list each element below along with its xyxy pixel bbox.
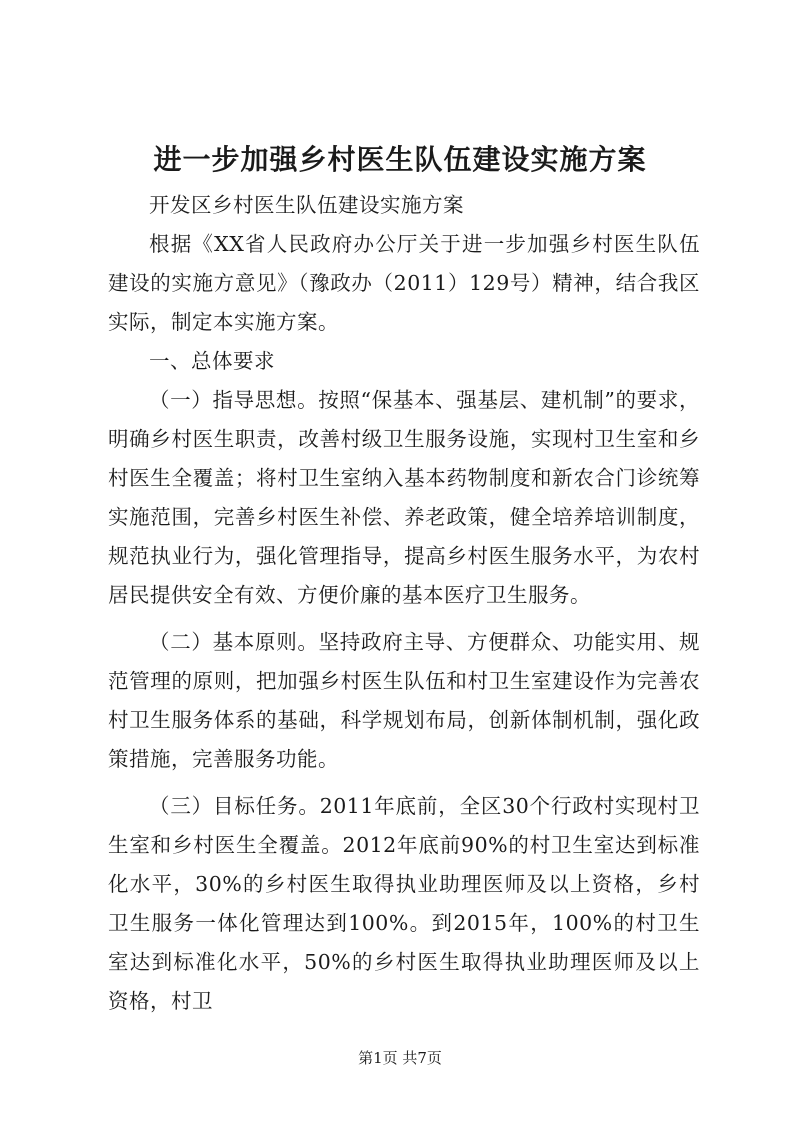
subtitle-paragraph: 开发区乡村医生队伍建设实施方案 <box>149 193 464 217</box>
targets-paragraph: （三）目标任务。2011年底前，全区30个行政村实现村卫生室和乡村医生全覆盖。2012年底前90%的村卫生室达到标准化水平，30%的乡村医生取得执业助理医师及以上资格，乡村卫生服务一体化管理达到100%。到2015年，100%的村卫生室达到标准化水平，50%的乡村医生取得执业助理医师及以上资格，村卫 <box>108 794 700 1013</box>
section-heading: 一、总体要求 <box>149 349 275 373</box>
document-body <box>108 186 700 1021</box>
basic-principles-paragraph: （二）基本原则。坚持政府主导、方便群众、功能实用、规范管理的原则，把加强乡村医生队伍和村卫生室建设作为完善农村卫生服务体系的基础，科学规划布局，创新体制机制，强化政策措施，完善服务功能。 <box>108 630 700 771</box>
intro-paragraph: 根据《XX省人民政府办公厅关于进一步加强乡村医生队伍建设的实施方意见》（豫政办（2011）129号）精神，结合我区实际，制定本实施方案。 <box>108 232 700 334</box>
document-title: 进一步加强乡村医生队伍建设实施方案 <box>153 143 647 176</box>
guiding-thought-paragraph: （一）指导思想。按照“保基本、强基层、建机制”的要求，明确乡村医生职责，改善村级卫生服务设施，实现村卫生室和乡村医生全覆盖；将村卫生室纳入基本药物制度和新农合门诊统筹实施范围，完善乡村医生补偿、养老政策，健全培养培训制度，规范执业行为，强化管理指导，提高乡村医生服务水平，为农村居民提供安全有效、方便价廉的基本医疗卫生服务。 <box>108 388 700 607</box>
page-footer: 第1页 共7页 <box>358 1049 442 1067</box>
